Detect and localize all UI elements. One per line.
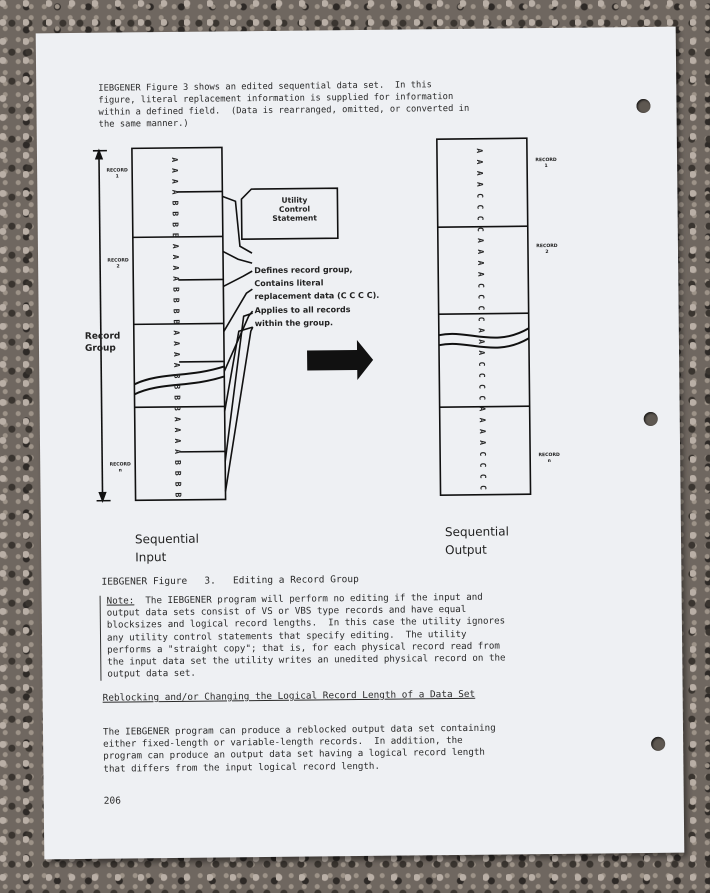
record-character: A [475,170,485,176]
figure-caption: IEBGENER Figure 3. Editing a Record Group [101,574,359,588]
arrow-right-icon [307,340,373,381]
record-character: C [477,361,487,367]
record-character: C [478,462,488,468]
record-character: C [477,384,487,389]
record-character: A [171,341,181,347]
record-character: A [477,406,487,412]
record-label: RECORD n [538,452,560,465]
section-heading: Reblocking and/or Changing the Logical Record Length of a Data Set [102,688,476,704]
record-character: B [172,405,182,411]
record-character: B [172,395,182,401]
record-label: RECORD 1 [535,157,557,170]
record-character: B [171,287,181,292]
record-character: A [475,181,485,187]
punch-hole [651,737,665,751]
record-character: B [171,319,181,325]
record-character: B [170,222,180,228]
record-character: B [170,200,180,206]
record-character: C [475,193,485,199]
record-character: B [173,492,183,498]
record-character: C [477,372,487,378]
record-character: C [478,451,488,457]
record-character: C [477,395,487,401]
record-character: C [475,226,485,232]
sequential-input-label: Sequential Input [134,531,200,565]
record-character: C [475,215,485,221]
record-character: B [170,211,180,217]
record-character: B [170,232,180,238]
record-character: B [173,470,183,476]
record-character: A [172,438,182,444]
record-character: B [171,308,181,314]
note-text: The IEBGENER program will perform no editing if the input and output data sets consist of VS or VBS type records and have equal blocksizes and logical record lengths. In this case the utility ignores any utility control statements that specify editing. The utility performs a "straight copy"; that is, for each physical record read from the input data set the utility writes an unedited physical record on the output data set. [106,591,506,680]
record-label: RECORD 2 [536,243,558,256]
record-character: A [477,440,488,446]
record-character: B [173,481,183,487]
record-character: A [170,189,180,195]
record-character: A [474,148,484,154]
record-character: A [475,249,486,255]
record-character: C [478,485,488,490]
intro-text: IEBGENER Figure 3 shows an edited sequential data set. In this figure, literal replacement information is supplied for information within a defined field. (Data is rearranged, omitted, or converted in the same manner.) [98,80,470,130]
record-character: A [476,339,486,345]
record-character: C [475,204,485,210]
sequential-output-label: Sequential Output [444,524,509,558]
record-label: RECORD n [109,462,131,474]
record-character: A [477,428,487,434]
group-bracket-line [99,151,103,501]
page-number: 206 [103,795,121,807]
record-character: C [476,294,486,300]
record-character: A [475,159,485,165]
record-character: A [171,330,181,336]
note-label: Note: [106,595,135,607]
record-character: C [476,283,486,288]
record-character: A [477,350,487,356]
record-character: B [173,460,183,465]
record-label: RECORD 1 [106,168,128,180]
note-block [100,591,563,681]
record-character: A [172,427,182,433]
record-character: A [170,168,180,174]
record-character: A [171,276,181,282]
record-character: A [477,417,487,423]
section-paragraph: The IEBGENER program can produce a reblocked output data set containing either fixed-length or variable-length records. In addition, the program can produce an output data set having a logical record length that differs from the input logical record length. [102,722,496,775]
record-character: B [172,384,182,390]
record-character: A [169,157,180,163]
record-character: C [476,305,486,311]
record-character: A [475,238,485,244]
record-character: A [173,449,183,455]
record-character: A [476,260,486,266]
control-notes: Defines record group, Contains literal replacement data (C C C C). Applies to all records within the group. [254,265,380,328]
record-character: A [171,254,181,260]
document-page [36,27,685,860]
record-character: B [172,373,182,379]
record-character: A [170,243,180,249]
record-label: RECORD 2 [107,258,129,270]
record-group-label: Record Group [84,331,121,354]
record-character: C [478,473,488,479]
record-character: A [172,362,182,368]
record-character: A [171,265,181,271]
record-character: C [476,316,486,322]
record-character: A [170,178,180,184]
record-character: A [476,271,486,277]
record-character: A [172,416,182,422]
record-character: A [172,351,182,357]
record-character: A [476,327,486,333]
record-character: B [171,297,181,303]
utility-control-statement-label: Utility Control Statement [272,195,317,223]
